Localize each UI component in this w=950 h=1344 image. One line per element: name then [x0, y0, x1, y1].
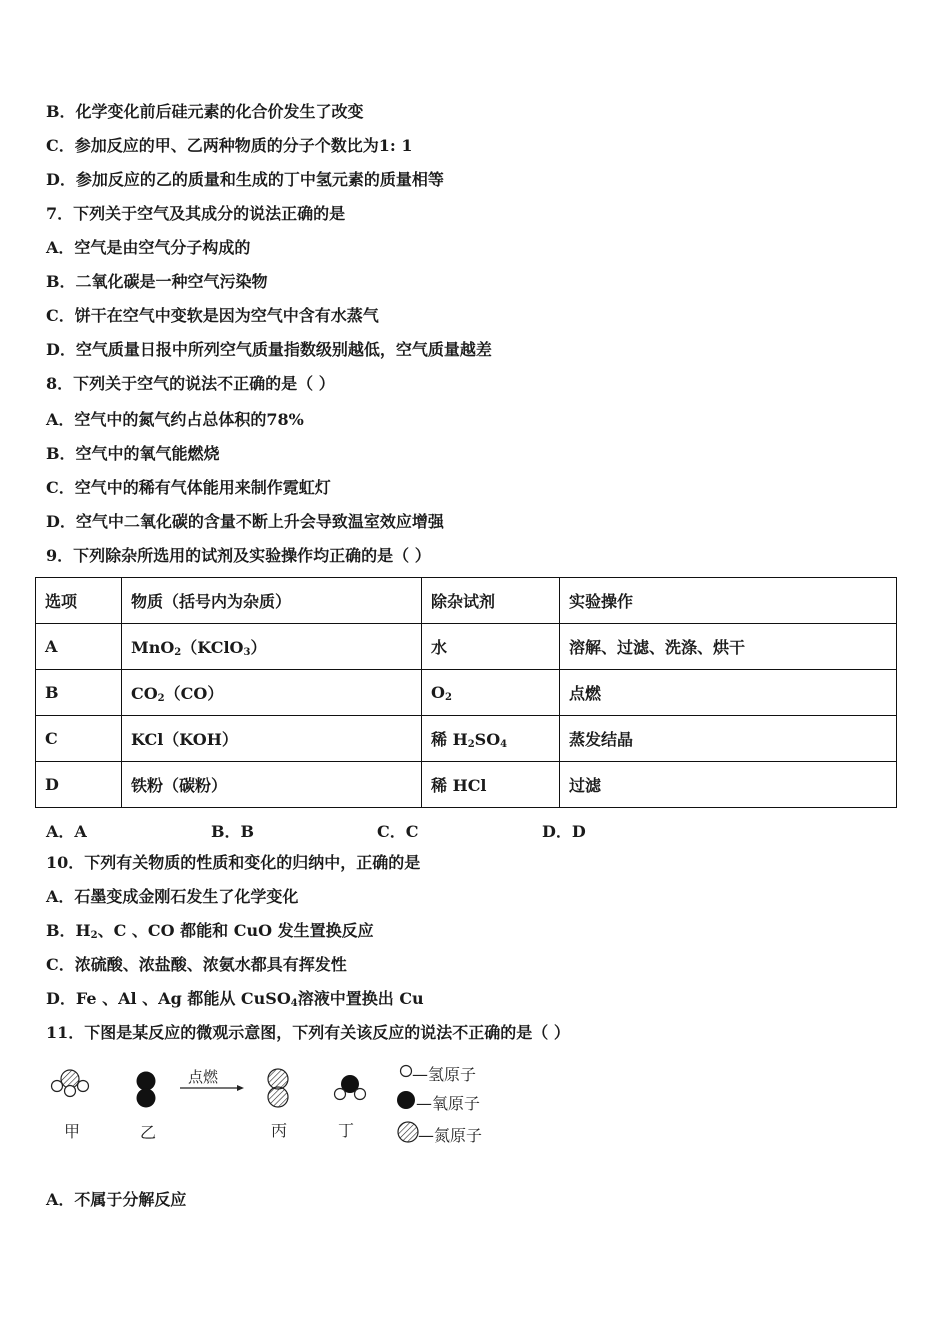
- q8-option-a: A．空气中的氮气约占总体积的78%: [46, 410, 304, 429]
- q10-stem: 10．下列有关物质的性质和变化的归纳中，正确的是: [46, 853, 421, 872]
- operation-cell: 点燃: [560, 670, 897, 716]
- reaction-diagram: [40, 1062, 520, 1152]
- q10-option-d: D．Fe 、Al 、Ag 都能从 CuSO$_4$溶液中置换出 Cu: [46, 989, 424, 1009]
- substance-cell: 铁粉（碳粉）: [122, 762, 422, 808]
- molecule-bing: [268, 1069, 288, 1107]
- arrow-label: 点燃: [188, 1068, 219, 1086]
- legend-hydrogen-atom-icon: [401, 1066, 412, 1077]
- q11-stem: 11．下图是某反应的微观示意图，下列有关该反应的说法不正确的是（ ）: [46, 1023, 570, 1042]
- q7-stem: 7．下列关于空气及其成分的说法正确的是: [46, 204, 346, 223]
- label-ding: 丁: [338, 1121, 355, 1140]
- q8-option-d: D．空气中二氧化碳的含量不断上升会导致温室效应增强: [46, 512, 444, 531]
- q6-option-b: B．化学变化前后硅元素的化合价发生了改变: [46, 102, 364, 121]
- q8-option-c: C．空气中的稀有气体能用来制作霓虹灯: [46, 478, 331, 497]
- operation-cell: 溶解、过滤、洗涤、烘干: [560, 624, 897, 670]
- label-jia: 甲: [64, 1122, 81, 1141]
- reagent-cell: 水: [422, 624, 560, 670]
- substance-cell: KCl（KOH）: [122, 716, 422, 762]
- label-yi: 乙: [140, 1123, 157, 1142]
- q9-answer-b: B．B: [211, 822, 255, 841]
- legend-oxygen: —氧原子: [416, 1094, 481, 1113]
- header-cell: 物质（括号内为杂质）: [122, 578, 422, 624]
- molecule-jia: [52, 1070, 89, 1097]
- q11-option-a: A．不属于分解反应: [46, 1190, 187, 1209]
- legend-nitrogen: —氮原子: [418, 1126, 483, 1145]
- molecule-yi: [137, 1072, 156, 1108]
- table-row: [36, 670, 897, 716]
- substance-cell: MnO$_2$（KClO$_3$）: [122, 624, 422, 670]
- reagent-cell: 稀 $H_2SO_4$: [422, 716, 560, 762]
- q7-option-b: B．二氧化碳是一种空气污染物: [46, 272, 268, 291]
- table-row: [36, 716, 897, 762]
- option-cell: A: [36, 624, 122, 670]
- q9-table: [35, 577, 897, 808]
- q10-option-b: B．$H_2$、C 、CO 都能和 CuO 发生置换反应: [46, 921, 374, 941]
- q8-option-b: B．空气中的氧气能燃烧: [46, 444, 220, 463]
- operation-cell: 过滤: [560, 762, 897, 808]
- q7-option-a: A．空气是由空气分子构成的: [46, 238, 251, 257]
- legend-nitrogen-atom-icon: [398, 1122, 418, 1142]
- q9-answer-options: [46, 819, 666, 839]
- header-cell: 选项: [36, 578, 122, 624]
- legend-hydrogen: —氢原子: [412, 1065, 477, 1084]
- label-bing: 丙: [271, 1121, 288, 1140]
- q6-option-d: D．参加反应的乙的质量和生成的丁中氢元素的质量相等: [46, 170, 444, 189]
- q9-answer-a: A．A: [46, 822, 87, 841]
- q9-answer-d: D．D: [542, 822, 586, 841]
- table-header-row: [36, 578, 897, 624]
- operation-cell: 蒸发结晶: [560, 716, 897, 762]
- substance-cell: $CO_2(CO)$: [122, 670, 422, 716]
- table-row: [36, 624, 897, 670]
- header-cell: 实验操作: [560, 578, 897, 624]
- molecule-ding: [335, 1075, 366, 1100]
- header-cell: 除杂试剂: [422, 578, 560, 624]
- option-cell: D: [36, 762, 122, 808]
- q9-stem: 9．下列除杂所选用的试剂及实验操作均正确的是（ ）: [46, 546, 431, 565]
- reagent-cell: $O_2$: [422, 670, 560, 716]
- legend-oxygen-atom-icon: [397, 1091, 415, 1109]
- q10-option-a: A．石墨变成金刚石发生了化学变化: [46, 887, 299, 906]
- table-row: [36, 762, 897, 808]
- q10-option-c: C．浓硫酸、浓盐酸、浓氨水都具有挥发性: [46, 955, 347, 974]
- q9-answer-c: C．C: [377, 822, 419, 841]
- q7-option-c: C．饼干在空气中变软是因为空气中含有水蒸气: [46, 306, 379, 325]
- q8-stem: 8．下列关于空气的说法不正确的是（ ）: [46, 374, 335, 393]
- reagent-cell: 稀 HCl: [422, 762, 560, 808]
- q6-option-c: C．参加反应的甲、乙两种物质的分子个数比为1: 1: [46, 136, 413, 155]
- option-cell: C: [36, 716, 122, 762]
- q7-option-d: D．空气质量日报中所列空气质量指数级别越低，空气质量越差: [46, 340, 492, 359]
- option-cell: B: [36, 670, 122, 716]
